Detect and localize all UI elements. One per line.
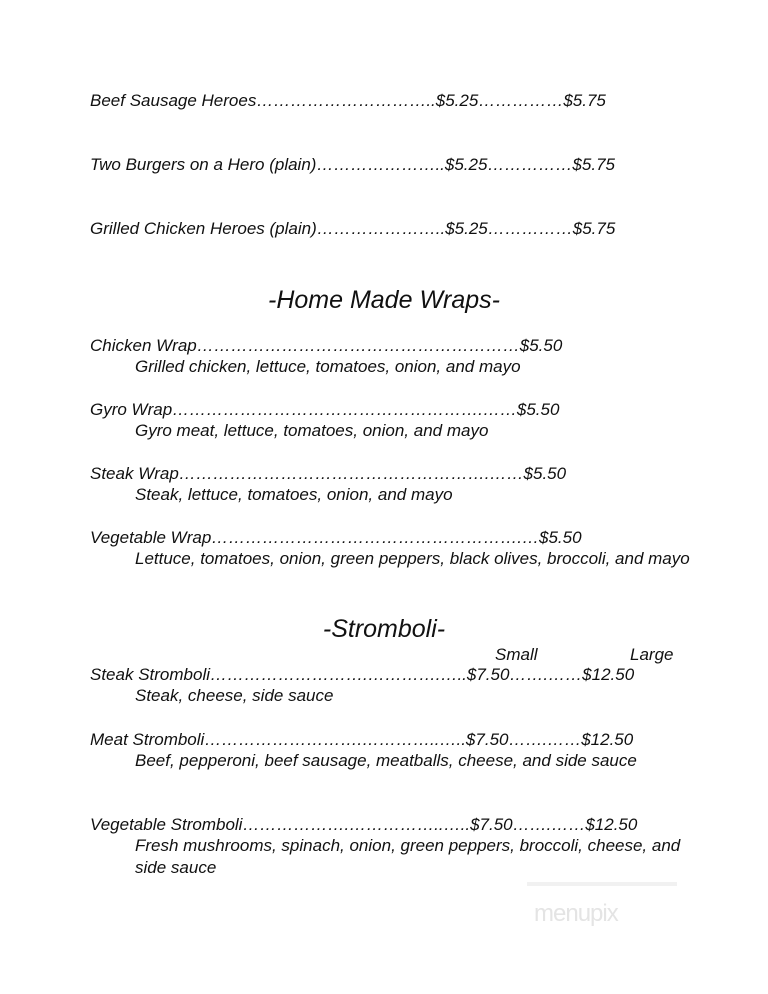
wrap-item-steak: Steak Wrap……………………………………………….……$5.50 — [90, 464, 567, 483]
stromboli-heading: -Stromboli- — [322, 615, 446, 643]
hero-item-two-burgers: Two Burgers on a Hero (plain)…………………..$5.25……………$5.75 — [90, 155, 615, 174]
stromboli-item-steak: Steak Stromboli……………………….………….…..$7.50…….……$12.50 — [90, 665, 635, 684]
wrap-item-chicken: Chicken Wrap…………………………………………………$5.50 — [90, 336, 563, 355]
wrap-item-vegetable: Vegetable Wrap……………………………………………….…$5.50 — [90, 528, 582, 547]
stromboli-item-vegetable: Vegetable Stromboli……………….……………..…..$7.50…….……$12.50 — [90, 815, 638, 834]
wrap-item-gyro: Gyro Wrap……………………………………………….……$5.50 — [90, 400, 560, 419]
column-small-label: Small — [495, 645, 538, 664]
menupix-watermark: menupix — [534, 900, 618, 927]
hero-item-beef-sausage: Beef Sausage Heroes…………………………..$5.25……………$5.75 — [90, 91, 606, 110]
stromboli-item-meat: Meat Stromboli……………………….…………..…..$7.50…….……$12.50 — [90, 730, 634, 749]
stromboli-desc-steak: Steak, cheese, side sauce — [135, 686, 334, 705]
wrap-desc-chicken: Grilled chicken, lettuce, tomatoes, onion, and mayo — [135, 357, 521, 376]
wrap-desc-gyro: Gyro meat, lettuce, tomatoes, onion, and mayo — [135, 421, 489, 440]
wrap-desc-steak: Steak, lettuce, tomatoes, onion, and mayo — [135, 485, 453, 504]
stromboli-desc-meat: Beef, pepperoni, beef sausage, meatballs, cheese, and side sauce — [135, 751, 637, 770]
wraps-heading: -Home Made Wraps- — [268, 286, 500, 314]
stromboli-desc-vegetable: Fresh mushrooms, spinach, onion, green peppers, broccoli, cheese, and side sauce — [135, 836, 681, 877]
watermark-line — [527, 882, 677, 886]
column-large-label: Large — [630, 645, 674, 664]
wrap-desc-vegetable: Lettuce, tomatoes, onion, green peppers, black olives, broccoli, and mayo — [135, 549, 690, 568]
hero-item-grilled-chicken: Grilled Chicken Heroes (plain)…………………..$5.25……………$5.75 — [90, 219, 616, 238]
